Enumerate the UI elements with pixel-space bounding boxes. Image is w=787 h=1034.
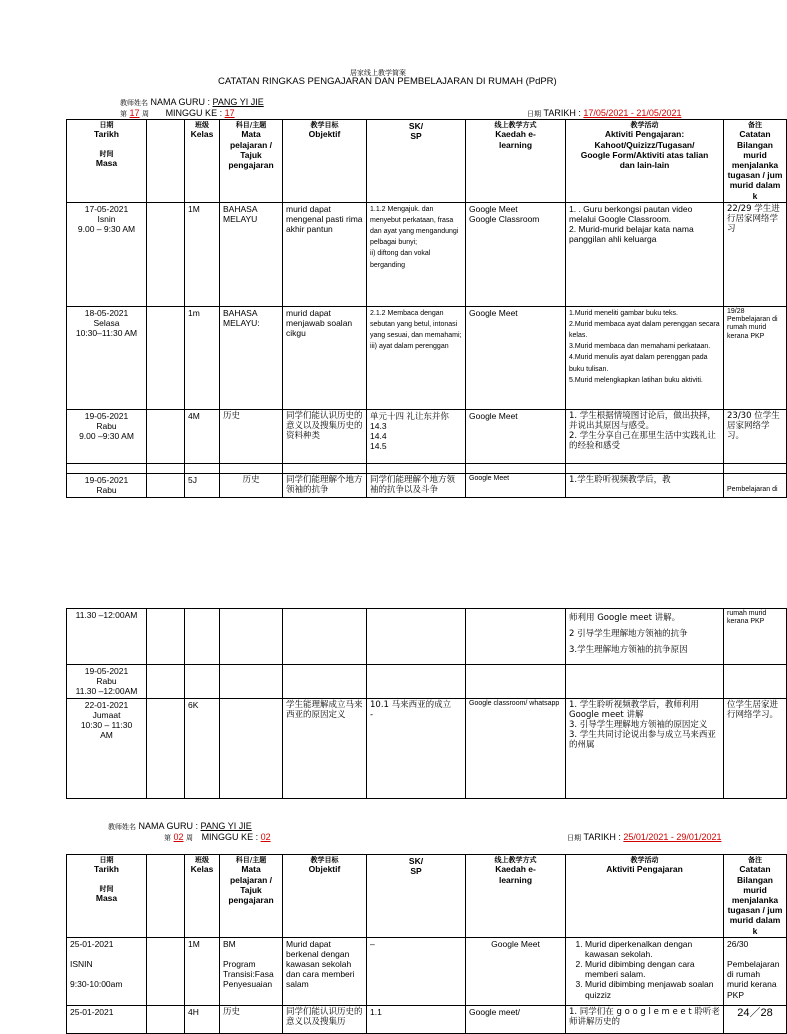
table-row bbox=[67, 202, 787, 306]
cell-aktiviti: 1. Murid diperkenalkan dengan kawasan sekolah. 2. Murid dibimbing dengan cara memberi salam. 3. Murid dibimbing menjawab soalan quizziz bbox=[566, 937, 724, 1005]
cell-blank bbox=[147, 202, 185, 306]
table-row bbox=[67, 665, 787, 699]
cell-kelas: 1M bbox=[185, 202, 220, 306]
header-sk: SK/ SP bbox=[367, 120, 466, 203]
teacher-prefix: 教师姓名 bbox=[108, 823, 136, 831]
teacher-line bbox=[120, 97, 264, 108]
table-row bbox=[67, 306, 787, 409]
cell-sk: 1.1.2 Mengajuk. dan menyebut perkataan, frasa dan ayat yang mengandungi pelbagai bunyi; ii) diftong dan vokal berganding bbox=[367, 202, 466, 306]
header-catatan: 备注 Catatan Bilangan murid menjalanka tugasan / jum murid dalam k bbox=[724, 120, 787, 203]
week-line bbox=[120, 108, 235, 119]
teacher-line bbox=[108, 821, 252, 832]
cell-catatan: rumah murid kerana PKP bbox=[724, 609, 787, 665]
cell-kelas: 6K bbox=[185, 698, 220, 798]
cell-blank bbox=[147, 473, 185, 497]
header-aktiviti: 教学活动 Aktiviti Pengajaran bbox=[566, 855, 724, 938]
cell-aktiviti: 1. 学生聆听视频教学后，教师利用 Google meet 讲解 3. 引导学生理解地方领袖的原因定义 3. 学生共同讨论说出参与成立马来西亚的州属 bbox=[566, 698, 724, 798]
header-objektif: 教学目标 Objektif bbox=[283, 120, 367, 203]
cell-mata: BAHASA MELAYU: bbox=[220, 306, 283, 409]
cell-catatan: 26/30 Pembelajaran di rumah murid kerana PKP bbox=[724, 937, 787, 1005]
header-objektif: 教学目标 Objektif bbox=[283, 855, 367, 938]
header-mata: 科目/主题 Mata pelajaran / Tajuk pengajaran bbox=[220, 120, 283, 203]
week-suffix: 周 bbox=[142, 110, 150, 118]
cell-mata: 历史 bbox=[220, 1005, 283, 1033]
table-row bbox=[67, 1005, 787, 1033]
cell-aktiviti: 1. 同学们在 g o o g l e m e e t 聆听老师讲解历史的 bbox=[566, 1005, 724, 1033]
date-value: 25/01/2021 - 29/01/2021 bbox=[623, 832, 722, 842]
doc-title: CATATAN RINGKAS PENGAJARAN DAN PEMBELAJARAN DI RUMAH (PdPR) bbox=[218, 76, 557, 87]
doc-cjk-title: 居家线上教学简案 bbox=[350, 69, 406, 77]
table-header-row bbox=[67, 855, 787, 938]
table-row bbox=[67, 473, 787, 497]
cell-aktiviti: 1.学生聆听视频教学后，教 bbox=[566, 473, 724, 497]
cell-mata: 历史 bbox=[220, 409, 283, 463]
cell-kaedah: Google Meet bbox=[466, 473, 566, 497]
cell-blank bbox=[147, 409, 185, 463]
header-tarikh: 日期 Tarikh 时间 Masa bbox=[67, 120, 147, 203]
cell-sk: 2.1.2 Membaca dengan sebutan yang betul, intonasi yang sesuai, dan memahami; iii) ayat dalam perenggan bbox=[367, 306, 466, 409]
cell-kaedah: Google meet/ bbox=[466, 1005, 566, 1033]
week-label: MINGGU KE : bbox=[201, 832, 259, 842]
cell-tarikh: 25-01-2021 ISNIN 9:30-10:00am bbox=[67, 937, 147, 1005]
table-row bbox=[67, 698, 787, 798]
cell-kaedah: Google Meet Google Classroom bbox=[466, 202, 566, 306]
date-label: TARIKH : bbox=[543, 108, 581, 118]
table-row bbox=[67, 609, 787, 665]
cell-sk: 同学们能理解个地方领袖的抗争以及斗争 bbox=[367, 473, 466, 497]
cell-mata: 历史 bbox=[220, 473, 283, 497]
teacher-label: NAMA GURU : bbox=[150, 97, 211, 107]
cell-tarikh: 19-05-2021 Rabu bbox=[67, 473, 147, 497]
date-prefix: 日期 bbox=[567, 834, 581, 842]
header-mata: 科目/主题 Mata pelajaran / Tajuk pengajaran bbox=[220, 855, 283, 938]
cell-blank bbox=[147, 306, 185, 409]
cell-catatan: 22/29 学生进行居家网络学习 bbox=[724, 202, 787, 306]
lesson-table-week17 bbox=[66, 119, 787, 498]
teacher-prefix: 教师姓名 bbox=[120, 99, 148, 107]
week-value: 02 bbox=[260, 832, 271, 842]
cell-tarikh: 19-05-2021 Rabu 11.30 –12:00AM bbox=[67, 665, 147, 699]
cell-sk: 1.1 bbox=[367, 1005, 466, 1033]
cell-mata: BAHASA MELAYU bbox=[220, 202, 283, 306]
week-value: 17 bbox=[224, 108, 235, 118]
cell-kelas: 4H bbox=[185, 1005, 220, 1033]
header-kaedah: 线上教学方式 Kaedah e- learning bbox=[466, 855, 566, 938]
page-3 bbox=[0, 812, 783, 1027]
cell-tarikh: 18-05-2021 Selasa 10:30–11:30 AM bbox=[67, 306, 147, 409]
page-1 bbox=[0, 0, 783, 495]
cell-kelas: 1m bbox=[185, 306, 220, 409]
week-num: 02 bbox=[173, 832, 184, 842]
cell-tarikh: 22-01-2021 Jumaat 10:30 – 11:30 AM bbox=[67, 698, 147, 798]
cell-objektif: murid dapat menjawab soalan cikgu bbox=[283, 306, 367, 409]
cell-kaedah: Google classroom/ whatsapp bbox=[466, 698, 566, 798]
cell-objektif: 同学们能理解个地方领袖的抗争 bbox=[283, 473, 367, 497]
cell-objektif: 学生能理解成立马来西亚的原因定义 bbox=[283, 698, 367, 798]
header-blank bbox=[147, 120, 185, 203]
cell-tarikh: 19-05-2021 Rabu 9.00 –9:30 AM bbox=[67, 409, 147, 463]
teacher-name: PANG YI JIE bbox=[200, 821, 252, 831]
table-row bbox=[67, 409, 787, 463]
cell-kelas: 4M bbox=[185, 409, 220, 463]
teacher-name: PANG YI JIE bbox=[212, 97, 264, 107]
cell-aktiviti: 师利用 Google meet 讲解。 2 引导学生理解地方领袖的抗争 3.学生理解地方领袖的抗争原因 bbox=[566, 609, 724, 665]
cell-objektif: 同学们能认识历史的意义以及搜集历史的资料种类 bbox=[283, 409, 367, 463]
cell-catatan: 19/28 Pembelajaran di rumah murid kerana PKP bbox=[724, 306, 787, 409]
week-label: MINGGU KE : bbox=[165, 108, 223, 118]
cell-aktiviti: 1. 学生根据情境图讨论后，做出抉择，并说出其原因与感受。 2. 学生分享自己在那里生活中实践礼让的经验和感受 bbox=[566, 409, 724, 463]
cell-sk: 10.1 马来西亚的成立 - bbox=[367, 698, 466, 798]
teacher-label: NAMA GURU : bbox=[138, 821, 199, 831]
cell-kelas: 1M bbox=[185, 937, 220, 1005]
header-sk: SK/ SP bbox=[367, 855, 466, 938]
cell-catatan: 23/30 位学生居家网络学习。 bbox=[724, 409, 787, 463]
cell-kaedah: Google Meet bbox=[466, 306, 566, 409]
cell-tarikh: 17-05-2021 Isnin 9.00 – 9:30 AM bbox=[67, 202, 147, 306]
header-blank bbox=[147, 855, 185, 938]
week-suffix: 周 bbox=[186, 834, 194, 842]
week-num: 17 bbox=[129, 108, 140, 118]
date-line bbox=[527, 108, 681, 119]
date-label: TARIKH : bbox=[583, 832, 621, 842]
cell-objektif: Murid dapat berkenal dengan kawasan sekolah dan cara memberi salam bbox=[283, 937, 367, 1005]
cell-sk: – bbox=[367, 937, 466, 1005]
header-kelas: 班级 Kelas bbox=[185, 120, 220, 203]
cell-kaedah: Google Meet bbox=[466, 937, 566, 1005]
cell-sk: 单元十四 礼让东并你 14.3 14.4 14.5 bbox=[367, 409, 466, 463]
table-row bbox=[67, 463, 787, 473]
cell-tarikh: 11.30 –12:00AM bbox=[67, 609, 147, 665]
cell-catatan: 24／28 bbox=[724, 1005, 787, 1033]
page-2 bbox=[0, 608, 779, 810]
header-kaedah: 线上教学方式 Kaedah e- learning bbox=[466, 120, 566, 203]
cell-aktiviti: 1. . Guru berkongsi pautan video melalui Google Classroom. 2. Murid-murid belajar kata nama panggilan ahli keluarga bbox=[566, 202, 724, 306]
table-header-row bbox=[67, 120, 787, 203]
cell-mata: BM Program Transisi:Fasa Penyesuaian bbox=[220, 937, 283, 1005]
cell-catatan: 位学生居家进行网络学习。 bbox=[724, 698, 787, 798]
cell-catatan: Pembelajaran di bbox=[724, 473, 787, 497]
header-catatan: 备注 Catatan Bilangan murid menjalanka tugasan / jum murid dalam k bbox=[724, 855, 787, 938]
cell-kelas: 5J bbox=[185, 473, 220, 497]
date-line bbox=[567, 832, 721, 843]
header-kelas: 班级 Kelas bbox=[185, 855, 220, 938]
cell-objektif: murid dapat mengenal pasti rima akhir pantun bbox=[283, 202, 367, 306]
table-row bbox=[67, 937, 787, 1005]
header-aktiviti: 教学活动 Aktiviti Pengajaran: Kahoot/Quizizz/Tugasan/ Google Form/Aktiviti atas talian dan lain-lain bbox=[566, 120, 724, 203]
week-line bbox=[164, 832, 271, 843]
header-tarikh: 日期 Tarikh 时间 Masa bbox=[67, 855, 147, 938]
date-prefix: 日期 bbox=[527, 110, 541, 118]
week-prefix: 第 bbox=[120, 110, 127, 118]
week-prefix: 第 bbox=[164, 834, 171, 842]
date-value: 17/05/2021 - 21/05/2021 bbox=[583, 108, 682, 118]
cell-tarikh: 25-01-2021 bbox=[67, 1005, 147, 1033]
lesson-table-continued bbox=[66, 608, 787, 799]
cell-aktiviti: 1.Murid meneliti gambar buku teks. 2.Murid membaca ayat dalam perenggan secara kelas. 3.Murid membaca dan memahami perkataan. 4.Murid menulis ayat dalam perenggan pada buku tulisan. 5.Murid melengkapkan latihan buku aktiviti. bbox=[566, 306, 724, 409]
cell-kaedah: Google Meet bbox=[466, 409, 566, 463]
lesson-table-week02 bbox=[66, 854, 787, 1034]
cell-objektif: 同学们能认识历史的意义以及搜集历 bbox=[283, 1005, 367, 1033]
